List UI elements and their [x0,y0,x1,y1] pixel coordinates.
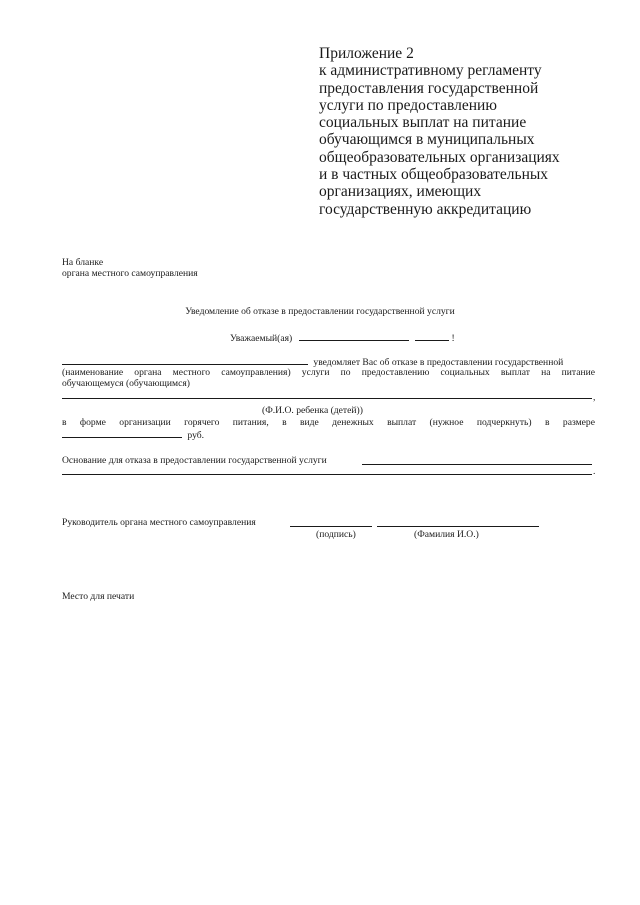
stamp-label: Место для печати [62,591,135,602]
appendix-line: услуги по предоставлению [319,96,497,114]
appendix-line: Приложение 2 [319,45,414,62]
child-name-blank [62,398,592,399]
reason-blank-2 [62,474,592,475]
notifies-text: уведомляет Вас об отказе в предоставлении государственной [313,357,564,368]
signature-label: Руководитель органа местного самоуправления [62,517,256,528]
salutation-row [230,331,455,344]
appendix-line: к административному регламенту [319,62,542,80]
student-line: обучающемуся (обучающимся) [62,378,190,389]
recipient-name-blank [299,331,409,341]
form-line: в форме организации горячего питания, в виде денежных выплат (нужное подчеркнуть) в размере [62,417,595,428]
appendix-line: и в частных общеобразовательных [319,166,549,184]
appendix-line: государственную аккредитацию [319,200,532,218]
recipient-patronymic-blank [415,331,449,341]
child-caption: (Ф.И.О. ребенка (детей)) [262,405,363,416]
reason-end: . [593,466,596,477]
appendix-line: организациях, имеющих [319,183,482,201]
organization-blank [62,355,308,365]
appendix-line: обучающимся в муниципальных [319,131,535,149]
rub-label: руб. [187,430,205,441]
amount-blank [62,428,182,438]
signature-caption: (подпись) [316,529,356,540]
letterhead-line-2: органа местного самоуправления [62,268,198,279]
salutation-end: ! [451,333,455,344]
amount-row [62,428,204,441]
signer-name-blank [377,526,539,527]
notice-title: Уведомление об отказе в предоставлении государственной услуги [185,306,455,317]
reason-label: Основание для отказа в предоставлении государственной услуги [62,455,327,466]
reason-blank-1 [362,464,592,465]
appendix-line: предоставления государственной [319,79,539,97]
salutation-label: Уважаемый(ая) [230,333,293,344]
appendix-line: социальных выплат на питание [319,114,527,132]
appendix-line: общеобразовательных организациях [319,148,560,166]
signer-name-caption: (Фамилия И.О.) [414,529,479,540]
child-name-comma: , [593,392,596,403]
appendix-header [319,45,619,218]
org-caption-line: (наименование органа местного самоуправления) услуги по предоставлению социальных выплат на питание [62,367,595,378]
letterhead-line-1: На бланке [62,257,104,268]
signature-blank [290,526,372,527]
